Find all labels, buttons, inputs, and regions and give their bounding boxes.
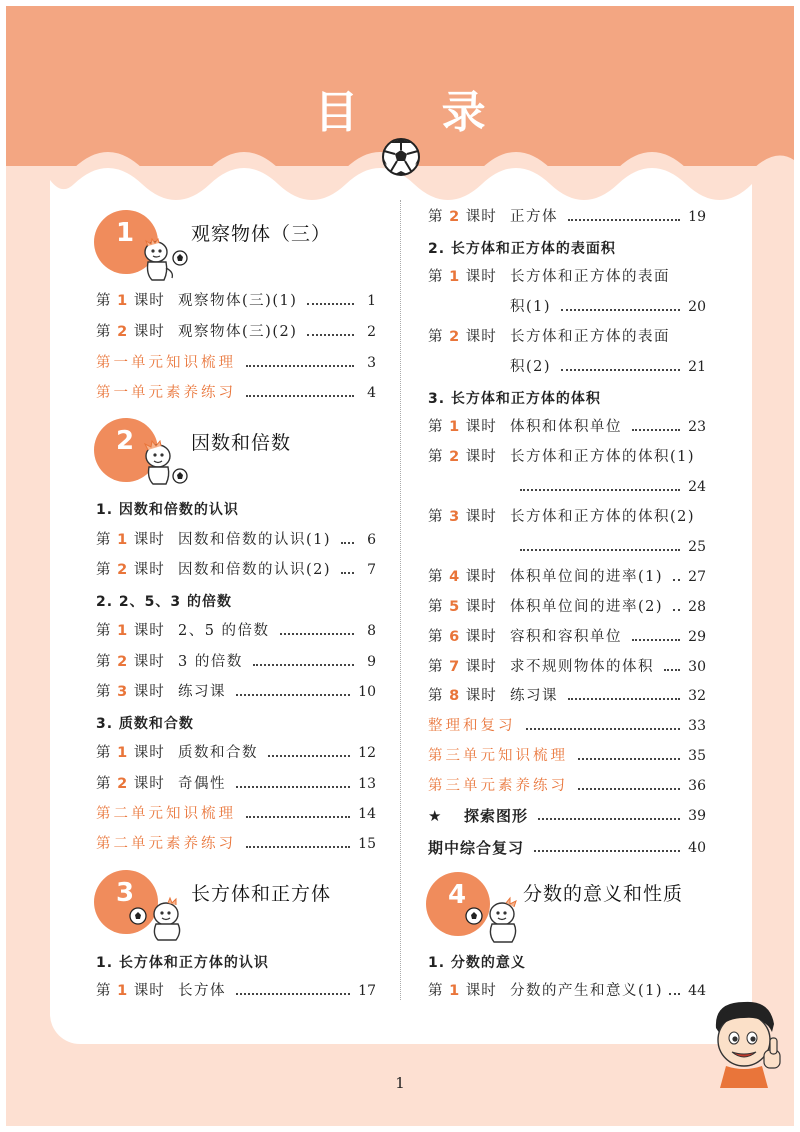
entry-title: 2、5 的倍数 — [178, 623, 270, 639]
entry-title: 观察物体(三)(2) — [178, 324, 298, 340]
toc-entry-continued[interactable] — [510, 476, 706, 498]
toc-entry[interactable]: 第 1 课时 2、5 的倍数 8 — [96, 623, 376, 639]
column-divider — [400, 200, 401, 1000]
leader-dots — [561, 359, 680, 371]
leader-dots — [341, 562, 354, 574]
page-number: 8 — [367, 623, 376, 639]
section-heading: 1. 长方体和正方体的认识 — [96, 955, 269, 971]
section-heading: 1. 因数和倍数的认识 — [96, 502, 239, 518]
page-number: 4 — [367, 385, 376, 401]
star-icon: ★ — [428, 807, 442, 825]
toc-entry[interactable]: 第 2 课时 因数和倍数的认识(2) 7 — [96, 562, 376, 578]
page-number: 14 — [358, 806, 376, 822]
toc-entry[interactable]: 第 1 课时 因数和倍数的认识(1) 6 — [96, 532, 376, 548]
unit-3-number: 3 — [115, 878, 135, 908]
leader-dots — [236, 776, 350, 788]
page-number: 10 — [358, 684, 376, 700]
page-number: 12 — [358, 745, 376, 761]
entry-title: 容积和容积单位 — [510, 629, 622, 645]
leader-dots — [664, 659, 680, 671]
toc-entry[interactable]: 第 1 课时 长方体 17 — [96, 983, 376, 999]
leader-dots — [520, 479, 680, 491]
toc-entry[interactable]: 第 2 课时 长方体和正方体的体积(1) — [428, 449, 696, 465]
leader-dots — [526, 718, 681, 730]
unit-2-title: 因数和倍数 — [191, 432, 292, 454]
page-number: 29 — [688, 629, 706, 645]
toc-entry[interactable]: 第 6 课时 容积和容积单位 29 — [428, 629, 706, 645]
toc-entry-review[interactable] — [96, 352, 376, 374]
toc-entry[interactable]: 第 2 课时 3 的倍数 9 — [96, 654, 376, 670]
toc-entry-explore[interactable] — [428, 805, 706, 827]
toc-entry[interactable]: 第 1 课时 分数的产生和意义(1) 44 — [428, 983, 706, 999]
dinosaur-mascot-icon — [136, 238, 192, 284]
page-number: 3 — [367, 355, 376, 371]
leader-dots — [246, 355, 354, 367]
entry-title: 体积单位间的进率(1) — [510, 569, 664, 585]
entry-title: 长方体 — [178, 983, 226, 999]
soccer-ball-icon — [381, 137, 421, 177]
toc-entry[interactable]: 第 2 课时 正方体 19 — [428, 209, 706, 225]
page-number: 21 — [688, 359, 706, 375]
leader-dots — [307, 324, 354, 336]
toc-entry-review[interactable] — [96, 833, 376, 855]
leader-dots — [307, 293, 354, 305]
entry-title: 练习课 — [178, 684, 226, 700]
entry-title: 正方体 — [510, 209, 558, 225]
toc-entry-review[interactable] — [428, 715, 706, 737]
entry-title: 3 的倍数 — [178, 654, 243, 670]
toc-entry-review[interactable] — [428, 775, 706, 797]
page-number: 39 — [688, 808, 706, 824]
entry-title: 求不规则物体的体积 — [510, 659, 654, 675]
entry-title: 因数和倍数的认识(2) — [178, 562, 332, 578]
entry-title: 探索图形 — [464, 807, 529, 825]
entry-title: 因数和倍数的认识(1) — [178, 532, 332, 548]
toc-entry-midterm[interactable] — [428, 837, 706, 859]
leader-dots — [280, 623, 354, 635]
page-number: 24 — [688, 479, 706, 495]
leader-dots — [673, 599, 680, 611]
page-number: 32 — [688, 688, 706, 704]
leader-dots — [632, 419, 680, 431]
unit-2-number: 2 — [115, 426, 135, 456]
page-number: 27 — [688, 569, 706, 585]
unit-4-number: 4 — [447, 880, 467, 910]
leader-dots — [534, 840, 680, 852]
toc-entry-review[interactable] — [96, 803, 376, 825]
leader-dots — [341, 532, 354, 544]
toc-entry[interactable]: 第 2 课时 观察物体(三)(2) 2 — [96, 324, 376, 340]
toc-entry[interactable]: 第 1 课时 质数和合数 12 — [96, 745, 376, 761]
toc-entry[interactable]: 第 1 课时 体积和体积单位 23 — [428, 419, 706, 435]
toc-entry[interactable]: 第 4 课时 体积单位间的进率(1) 27 — [428, 569, 706, 585]
dinosaur-mascot-icon — [136, 440, 192, 488]
toc-entry[interactable]: 第 7 课时 求不规则物体的体积 30 — [428, 659, 706, 675]
page-number: 9 — [367, 654, 376, 670]
leader-dots — [561, 299, 680, 311]
entry-title: 奇偶性 — [178, 776, 226, 792]
page-number: 2 — [367, 324, 376, 340]
unit-1-title: 观察物体（三） — [191, 223, 332, 245]
page-number: 20 — [688, 299, 706, 315]
page-number: 23 — [688, 419, 706, 435]
page-number: 40 — [688, 840, 706, 856]
toc-entry-review[interactable] — [428, 745, 706, 767]
section-heading: 1. 分数的意义 — [428, 955, 526, 971]
entry-title: 体积单位间的进率(2) — [510, 599, 664, 615]
entry-title: 分数的产生和意义(1) — [510, 983, 664, 999]
leader-dots — [632, 629, 680, 641]
entry-title: 积(1) — [510, 299, 552, 315]
toc-entry-continued[interactable] — [510, 356, 706, 378]
entry-title: 长方体和正方体的体积(1) — [510, 449, 696, 465]
leader-dots — [253, 654, 354, 666]
page-number: 25 — [688, 539, 706, 555]
page-number: 30 — [688, 659, 706, 675]
page-number: 1 — [367, 293, 376, 309]
section-heading: 2. 长方体和正方体的表面积 — [428, 241, 616, 257]
page-number: 17 — [358, 983, 376, 999]
page-number: 35 — [688, 748, 706, 764]
entry-title: 期中综合复习 — [428, 839, 525, 857]
entry-title: 整理和复习 — [428, 718, 516, 734]
unit-4-title: 分数的意义和性质 — [523, 883, 684, 905]
page-number: 13 — [358, 776, 376, 792]
toc-entry-continued[interactable] — [510, 536, 706, 558]
leader-dots — [673, 569, 680, 581]
leader-dots — [246, 836, 350, 848]
toc-entry[interactable]: 第 3 课时 练习课 10 — [96, 684, 376, 700]
entry-title: 第一单元知识梳理 — [96, 355, 236, 371]
leader-dots — [568, 209, 680, 221]
unit-3-title: 长方体和正方体 — [191, 883, 332, 905]
page-number: 19 — [688, 209, 706, 225]
page-number: 6 — [367, 532, 376, 548]
page-number-footer: 1 — [395, 1074, 405, 1092]
leader-dots — [236, 684, 350, 696]
toc-entry[interactable]: 第 8 课时 练习课 32 — [428, 688, 706, 704]
toc-entry[interactable]: 第 1 课时 长方体和正方体的表面 — [428, 269, 670, 285]
leader-dots — [520, 539, 680, 551]
page-number: 15 — [358, 836, 376, 852]
entry-title: 第二单元素养练习 — [96, 836, 236, 852]
page-title: 目 录 — [314, 87, 520, 138]
page-number: 36 — [688, 778, 706, 794]
leader-dots — [246, 385, 354, 397]
page-number: 44 — [688, 983, 706, 999]
leader-dots — [246, 806, 350, 818]
leader-dots — [578, 748, 680, 760]
dinosaur-mascot-icon — [464, 896, 526, 944]
leader-dots — [568, 688, 680, 700]
unit-1-number: 1 — [115, 218, 135, 248]
entry-title: 观察物体(三)(1) — [178, 293, 298, 309]
toc-entry-continued[interactable] — [510, 296, 706, 318]
entry-title: 练习课 — [510, 688, 558, 704]
toc-entry-review[interactable] — [96, 382, 376, 404]
leader-dots — [236, 983, 350, 995]
section-heading: 2. 2、5、3 的倍数 — [96, 594, 233, 610]
entry-title: 第三单元知识梳理 — [428, 748, 568, 764]
entry-title: 第二单元知识梳理 — [96, 806, 236, 822]
page-number: 33 — [688, 718, 706, 734]
page-number: 7 — [367, 562, 376, 578]
toc-entry[interactable]: 第 3 课时 长方体和正方体的体积(2) — [428, 509, 696, 525]
leader-dots — [268, 745, 350, 757]
toc-entry[interactable]: 第 5 课时 体积单位间的进率(2) 28 — [428, 599, 706, 615]
entry-title: 第一单元素养练习 — [96, 385, 236, 401]
leader-dots — [669, 983, 680, 995]
entry-title: 长方体和正方体的表面 — [510, 269, 670, 285]
entry-title: 积(2) — [510, 359, 552, 375]
leader-dots — [578, 778, 680, 790]
section-heading: 3. 长方体和正方体的体积 — [428, 391, 601, 407]
page-number: 28 — [688, 599, 706, 615]
leader-dots — [538, 808, 680, 820]
entry-title: 长方体和正方体的表面 — [510, 329, 670, 345]
toc-entry[interactable]: 第 2 课时 奇偶性 13 — [96, 776, 376, 792]
toc-entry[interactable]: 第 2 课时 长方体和正方体的表面 — [428, 329, 670, 345]
entry-title: 长方体和正方体的体积(2) — [510, 509, 696, 525]
section-heading: 3. 质数和合数 — [96, 716, 194, 732]
dinosaur-mascot-icon — [126, 896, 192, 942]
entry-title: 质数和合数 — [178, 745, 258, 761]
entry-title: 第三单元素养练习 — [428, 778, 568, 794]
toc-entry[interactable]: 第 1 课时 观察物体(三)(1) 1 — [96, 293, 376, 309]
entry-title: 体积和体积单位 — [510, 419, 622, 435]
